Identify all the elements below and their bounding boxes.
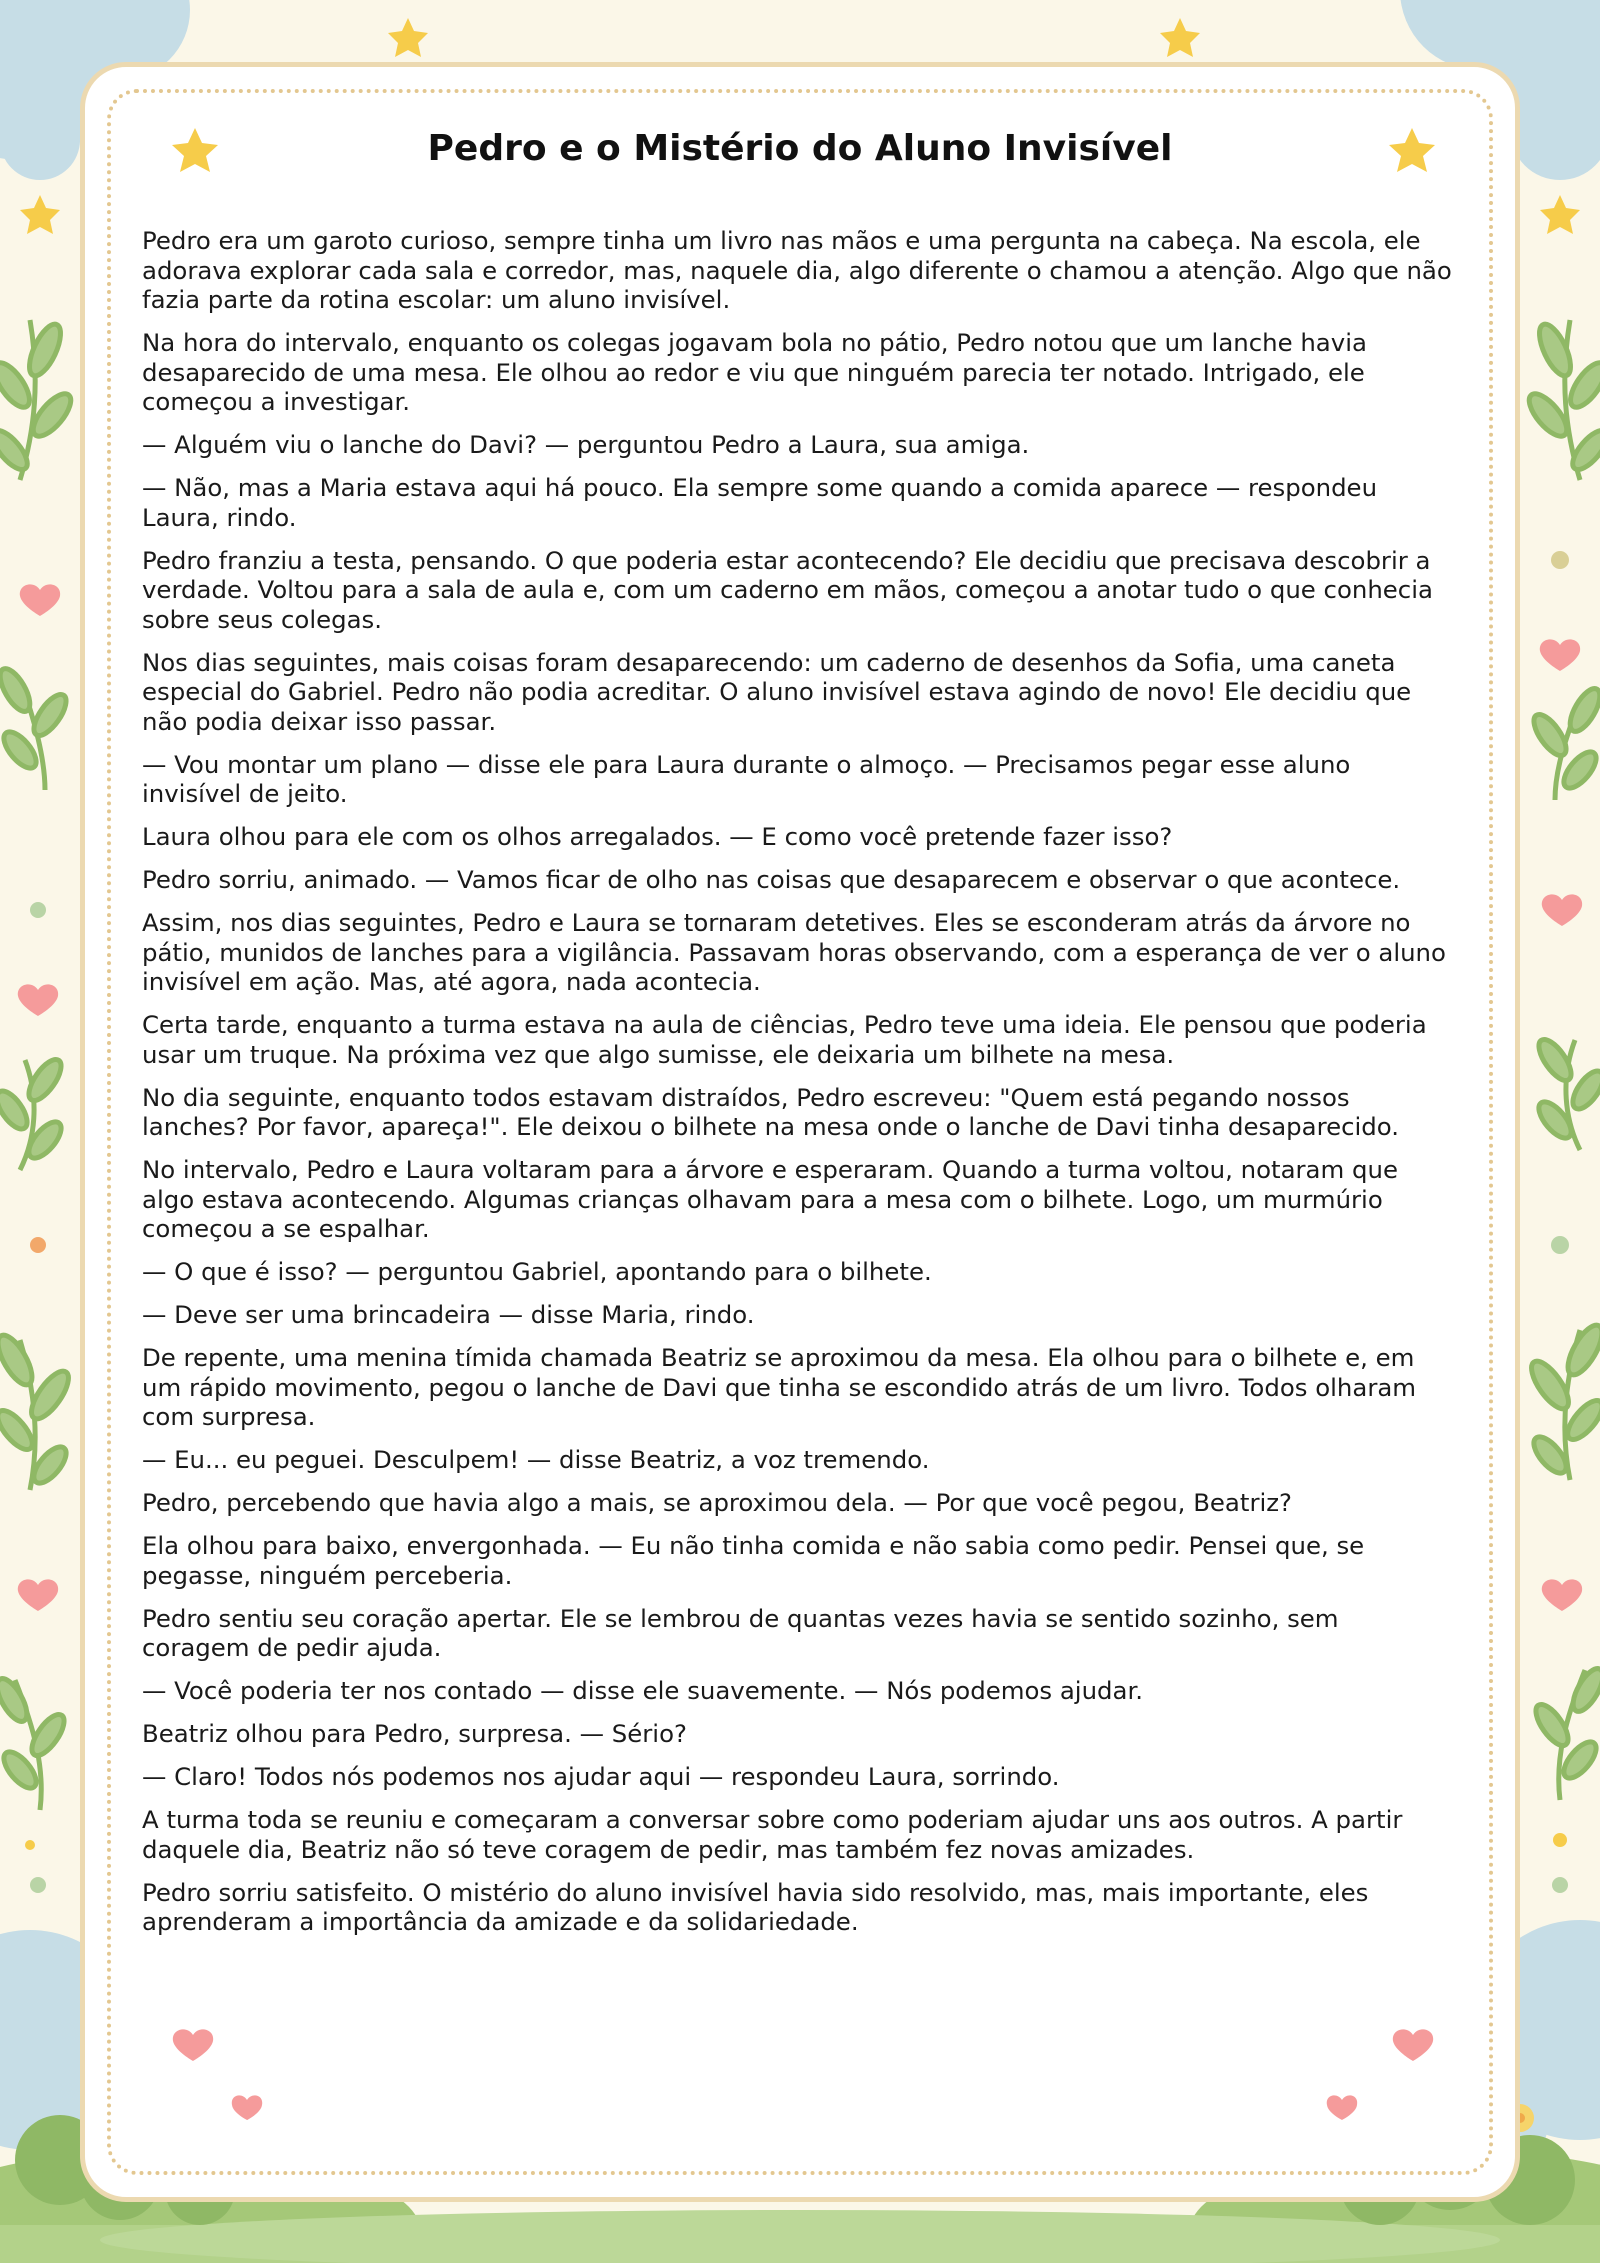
story-paragraph: Pedro, percebendo que havia algo a mais, se aproximou dela. — Por que você pegou, Beatriz? xyxy=(142,1488,1292,1517)
story-paragraph: — Vou montar um plano — disse ele para Laura durante o almoço. — Precisamos pegar esse aluno invisível de jeito. xyxy=(142,749,1351,808)
story-paragraph: — O que é isso? — perguntou Gabriel, apontando para o bilhete. xyxy=(142,1257,932,1286)
story-paragraph: Pedro sentiu seu coração apertar. Ele se lembrou de quantas vezes havia se sentido sozinho, sem coragem de pedir ajuda. xyxy=(142,1603,1339,1662)
story-paragraph: A turma toda se reuniu e começaram a conversar sobre como poderiam ajudar uns aos outros. A partir daquele dia, Beatriz não só teve coragem de pedir, mas também fez novas amizades. xyxy=(142,1805,1403,1864)
story-paragraph: No dia seguinte, enquanto todos estavam distraídos, Pedro escreveu: "Quem está pegando nossos lanches? Por favor, apareça!". Ele deixou o bilhete na mesa onde o lanche de Davi tinha desaparecido. xyxy=(142,1082,1399,1141)
story-paragraph: Pedro era um garoto curioso, sempre tinha um livro nas mãos e uma pergunta na cabeça. Na escola, ele adorava explorar cada sala e corredor, mas, naquele dia, algo diferente o chamou a atenção. Algo que não fazia parte da rotina escolar: um aluno invisível. xyxy=(142,226,1452,314)
story-paragraph: Na hora do intervalo, enquanto os colegas jogavam bola no pátio, Pedro notou que um lanche havia desaparecido de uma mesa. Ele olhou ao redor e viu que ninguém parecia ter notado. Intrigado, ele começou a investigar. xyxy=(142,328,1367,416)
story-paragraph: — Claro! Todos nós podemos nos ajudar aqui — respondeu Laura, sorrindo. xyxy=(142,1762,1060,1791)
story-paragraph: — Você poderia ter nos contado — disse ele suavemente. — Nós podemos ajudar. xyxy=(142,1676,1144,1705)
story-paragraph: Ela olhou para baixo, envergonhada. — Eu não tinha comida e não sabia como pedir. Pensei que, se pegasse, ninguém perceberia. xyxy=(142,1531,1365,1590)
story-paragraph: Pedro sorriu, animado. — Vamos ficar de olho nas coisas que desaparecem e observar o que acontece. xyxy=(142,865,1401,894)
story-paragraph: — Deve ser uma brincadeira — disse Maria, rindo. xyxy=(142,1300,755,1329)
story-paragraph: Assim, nos dias seguintes, Pedro e Laura se tornaram detetives. Eles se esconderam atrás da árvore no pátio, munidos de lanches para a vigilância. Passavam horas observando, com a esperança de ver o aluno invisível em ação. Mas, até agora, nada acontecia. xyxy=(142,908,1446,996)
story-paragraph: Beatriz olhou para Pedro, surpresa. — Sério? xyxy=(142,1719,687,1748)
story-paragraph: De repente, uma menina tímida chamada Beatriz se aproximou da mesa. Ela olhou para o bilhete e, em um rápido movimento, pegou o lanche de Davi que tinha se escondido atrás de um livro. Todos olharam com surpresa. xyxy=(142,1343,1417,1431)
story-paragraph: Laura olhou para ele com os olhos arregalados. — E como você pretende fazer isso? xyxy=(142,822,1173,851)
story-title: Pedro e o Mistério do Aluno Invisível xyxy=(427,128,1173,169)
story-paragraph: — Eu... eu peguei. Desculpem! — disse Beatriz, a voz tremendo. xyxy=(142,1445,930,1474)
story-paragraph: Pedro franziu a testa, pensando. O que poderia estar acontecendo? Ele decidiu que precisava descobrir a verdade. Voltou para a sala de aula e, com um caderno em mãos, começou a anotar tudo o que conhecia sobre seus colegas. xyxy=(142,545,1433,634)
story-paragraph: — Não, mas a Maria estava aqui há pouco. Ela sempre some quando a comida aparece — respondeu Laura, rindo. xyxy=(142,473,1378,532)
story-paragraph: Nos dias seguintes, mais coisas foram desaparecendo: um caderno de desenhos da Sofia, uma caneta especial do Gabriel. Pedro não podia acreditar. O aluno invisível estava agindo de novo! Ele decidiu que não podia deixar isso passar. xyxy=(142,647,1412,736)
story-paragraph: No intervalo, Pedro e Laura voltaram para a árvore e esperaram. Quando a turma voltou, notaram que algo estava acontecendo. Algumas crianças olhavam para a mesa com o bilhete. Logo, um murmúrio começou a se espalhar. xyxy=(142,1155,1398,1243)
story-paragraph: — Alguém viu o lanche do Davi? — perguntou Pedro a Laura, sua amiga. xyxy=(142,430,1030,459)
story-body xyxy=(142,226,1452,1950)
story-paragraph: Certa tarde, enquanto a turma estava na aula de ciências, Pedro teve uma ideia. Ele pensou que poderia usar um truque. Na próxima vez que algo sumisse, ele deixaria um bilhete na mesa. xyxy=(142,1010,1427,1069)
heart-icon xyxy=(173,2029,1433,2120)
story-paragraph: Pedro sorriu satisfeito. O mistério do aluno invisível havia sido resolvido, mas, mais importante, eles aprenderam a importância da amizade e da solidariedade. xyxy=(142,1877,1369,1936)
